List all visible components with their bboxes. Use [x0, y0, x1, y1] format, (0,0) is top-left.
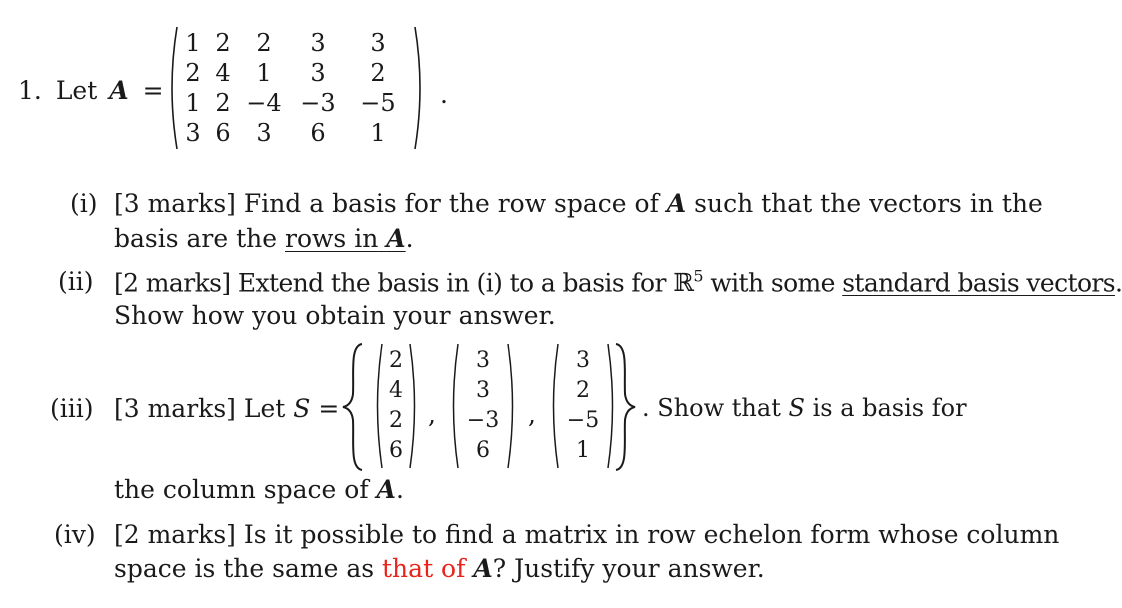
- part-iii-symbol-a: A: [376, 475, 396, 504]
- vector-entry: 4: [389, 378, 403, 403]
- part-iv-line2: [114, 556, 765, 581]
- vector-3-entries: [560, 346, 606, 466]
- matrix-entry: 4: [215, 59, 231, 87]
- matrix-entry: 2: [185, 59, 201, 87]
- vector-entry: 3: [476, 378, 490, 403]
- part-iii-let: [114, 396, 339, 421]
- matrix-symbol: A: [109, 76, 129, 105]
- part-iv-label: (iv): [54, 520, 96, 549]
- vector-3-left-paren: [548, 342, 560, 470]
- part-iii-equals: =: [318, 394, 340, 423]
- part-iv-marks: [2 marks]: [114, 520, 236, 549]
- part-ii-label: (ii): [58, 267, 94, 296]
- part-iii-marks: [3 marks]: [114, 394, 236, 423]
- part-i-marks: [3 marks]: [114, 189, 236, 218]
- part-ii-line1: [114, 267, 1122, 298]
- rows-in-text: rows in: [285, 224, 379, 253]
- part-iv-line2-text: space is the same as: [114, 554, 375, 583]
- vector-2-right-paren: [506, 342, 518, 470]
- matrix-entry: 1: [185, 89, 201, 117]
- part-i-line2: [114, 226, 414, 251]
- part-i-line1: [114, 191, 1043, 216]
- matrix-entry: 3: [310, 29, 326, 57]
- vector-entry: 3: [476, 348, 490, 373]
- part-iii-let-word: Let: [243, 394, 286, 423]
- matrix-entry: 1: [185, 29, 201, 57]
- vector-entry: 3: [576, 348, 590, 373]
- vector-entry: 1: [576, 438, 590, 463]
- set-symbol-s: S: [293, 394, 311, 423]
- equals-sign: =: [142, 76, 164, 105]
- matrix-entry: 6: [215, 119, 231, 147]
- part-iv-line1: [114, 522, 1059, 547]
- vector-entry: 2: [576, 378, 590, 403]
- standard-basis-vectors-underlined: standard basis vectors: [842, 268, 1116, 298]
- part-iv-symbol-a: A: [473, 554, 493, 583]
- vector-1: [372, 342, 420, 470]
- vector-3: [548, 342, 618, 470]
- comma-2: ,: [528, 400, 536, 429]
- matrix-a: [165, 25, 435, 151]
- matrix-entry: 2: [215, 89, 231, 117]
- rows-in-a-underlined: [285, 224, 406, 253]
- matrix-period: .: [440, 80, 448, 109]
- matrix-entry: 3: [310, 59, 326, 87]
- set-symbol-s-2: S: [788, 394, 805, 422]
- part-i-line2-text: basis are the: [114, 224, 278, 253]
- real-space-symbol: ℝ: [673, 268, 694, 298]
- matrix-entry: −4: [246, 89, 282, 117]
- part-i-line2-symbol-a: A: [386, 224, 406, 253]
- part-ii-period: .: [1115, 268, 1122, 298]
- is-a-basis-text: is a basis for: [812, 394, 967, 422]
- matrix-entry: 2: [215, 29, 231, 57]
- problem-number: 1.: [18, 76, 42, 105]
- vector-entry: −3: [466, 408, 500, 433]
- left-brace: [340, 342, 366, 472]
- matrix-entry: 2: [370, 59, 386, 87]
- vector-1-left-paren: [372, 342, 384, 470]
- vector-1-entries: [384, 346, 408, 466]
- real-space-exponent: 5: [693, 267, 703, 286]
- vector-3-right-paren: [606, 342, 618, 470]
- vector-entry: 2: [389, 348, 403, 373]
- part-i-line2-period: .: [405, 224, 414, 253]
- comma-1: ,: [428, 400, 436, 429]
- vector-entry: 6: [476, 438, 490, 463]
- vector-entry: 2: [389, 408, 403, 433]
- right-paren: [413, 25, 427, 151]
- matrix-entry: 3: [370, 29, 386, 57]
- part-ii-text: Extend the basis in (i) to a basis for: [237, 268, 666, 298]
- vector-entry: −5: [566, 408, 600, 433]
- part-ii-text-mid: with some: [710, 268, 835, 298]
- part-i-symbol-a: A: [666, 189, 687, 218]
- part-iii-after-set: [642, 396, 967, 420]
- matrix-entry: 3: [256, 119, 272, 147]
- matrix-entry: 3: [185, 119, 201, 147]
- part-ii-line2: Show how you obtain your answer.: [114, 301, 556, 330]
- matrix-entry: 6: [310, 119, 326, 147]
- matrix-entry: −5: [360, 89, 396, 117]
- matrix-entry: 1: [256, 59, 272, 87]
- part-i-label: (i): [70, 189, 98, 218]
- that-of-highlighted: that of: [382, 554, 466, 583]
- part-iv-question-end: ? Justify your answer.: [492, 554, 765, 583]
- left-paren: [165, 25, 179, 151]
- r5-symbol: [673, 268, 703, 297]
- part-ii-marks: [2 marks]: [114, 268, 231, 298]
- matrix-entry: −3: [300, 89, 336, 117]
- show-that-text: . Show that: [642, 394, 781, 422]
- part-iii-period: .: [395, 475, 404, 504]
- part-iii-line2: [114, 477, 404, 502]
- part-i-text: Find a basis for the row space of: [243, 189, 659, 218]
- problem-intro: [18, 78, 164, 103]
- part-iii-label: (iii): [50, 394, 94, 423]
- part-i-text-end: such that the vectors in the: [694, 189, 1043, 218]
- matrix-entry: 2: [256, 29, 272, 57]
- vector-2-entries: [460, 346, 506, 466]
- part-iv-text: Is it possible to find a matrix in row echelon form whose column: [243, 520, 1060, 549]
- column-space-text: the column space of: [114, 475, 369, 504]
- matrix-a-entries: [181, 28, 407, 148]
- matrix-entry: 1: [370, 119, 386, 147]
- vector-2: [448, 342, 518, 470]
- vector-2-left-paren: [448, 342, 460, 470]
- vector-1-right-paren: [408, 342, 420, 470]
- problem-let: Let: [55, 76, 98, 105]
- vector-entry: 6: [389, 438, 403, 463]
